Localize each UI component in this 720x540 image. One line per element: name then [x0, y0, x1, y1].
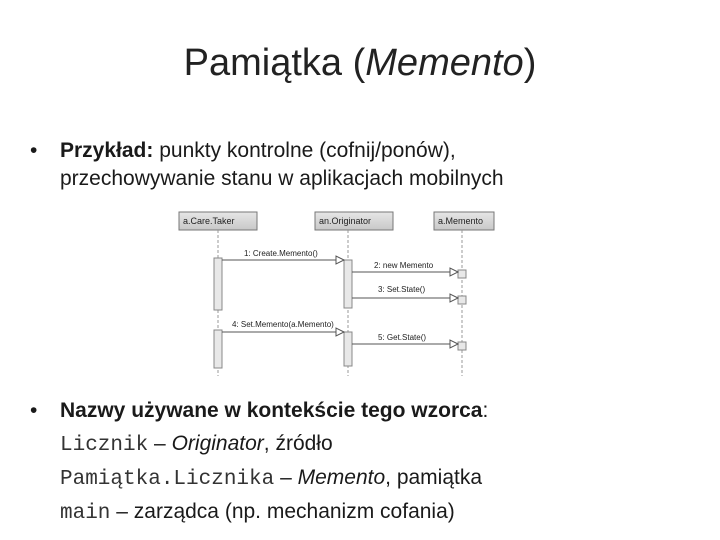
name-row-main: [60, 498, 690, 528]
title-text: Pamiątka (: [183, 42, 366, 84]
bullet-names-colon: :: [482, 399, 489, 422]
participant-caretaker-label: a.Care.Taker: [183, 216, 235, 226]
participant-caretaker: [179, 212, 257, 230]
message-2-label: 2: new Memento: [374, 261, 434, 270]
sequence-diagram: [178, 208, 496, 378]
message-1-label: 1: Create.Memento(): [244, 249, 318, 258]
message-3-label: 3: Set.State(): [378, 285, 426, 294]
row-dash: –: [274, 466, 298, 489]
code-pamiatka-licznika: Pamiątka.Licznika: [60, 468, 275, 491]
message-4: [222, 320, 344, 336]
activation-memento-3: [458, 342, 466, 350]
title-end: ): [523, 42, 537, 84]
activation-memento-2: [458, 296, 466, 304]
participant-originator: [315, 212, 393, 230]
message-1: [222, 249, 344, 264]
message-2: [352, 261, 458, 276]
role-desc-originator: , źródło: [263, 432, 333, 455]
slide-title: [0, 42, 720, 85]
message-5-label: 5: Get.State(): [378, 333, 427, 342]
participant-memento-label: a.Memento: [438, 216, 484, 226]
activation-memento-1: [458, 270, 466, 278]
bullet-dot: •: [30, 139, 38, 162]
row-dash: –: [110, 500, 134, 523]
activation-originator-1: [344, 260, 352, 308]
role-memento: Memento: [297, 466, 386, 489]
message-3: [352, 285, 458, 302]
message-4-label: 4: Set.Memento(a.Memento): [232, 320, 334, 329]
bullet-names-heading: [60, 397, 690, 425]
title-italic: Memento: [365, 42, 524, 84]
name-row-originator: [60, 430, 690, 460]
bullet-names-text: [60, 397, 690, 528]
bullet-example-label: Przykład:: [60, 139, 154, 162]
role-originator: Originator: [171, 432, 264, 455]
bullet-example-text: [60, 137, 690, 193]
bullet-names-label: Nazwy używane w kontekście tego wzorca: [60, 399, 483, 422]
bullet-example-line2: przechowywanie stanu w aplikacjach mobilnych: [60, 167, 504, 190]
bullet-dot: •: [30, 399, 38, 422]
participant-memento: [434, 212, 494, 230]
code-main: main: [60, 502, 111, 525]
activation-caretaker-1: [214, 258, 222, 310]
participant-originator-label: an.Originator: [319, 216, 372, 226]
activation-caretaker-2: [214, 330, 222, 368]
message-5: [352, 333, 458, 348]
role-desc-memento: , pamiątka: [385, 466, 483, 489]
name-row-memento: [60, 464, 690, 494]
code-licznik: Licznik: [60, 434, 149, 457]
role-desc-caretaker: zarządca (np. mechanizm cofania): [133, 500, 455, 523]
bullet-example-line1: punkty kontrolne (cofnij/ponów),: [153, 139, 456, 162]
activation-originator-2: [344, 332, 352, 366]
row-dash: –: [148, 432, 172, 455]
